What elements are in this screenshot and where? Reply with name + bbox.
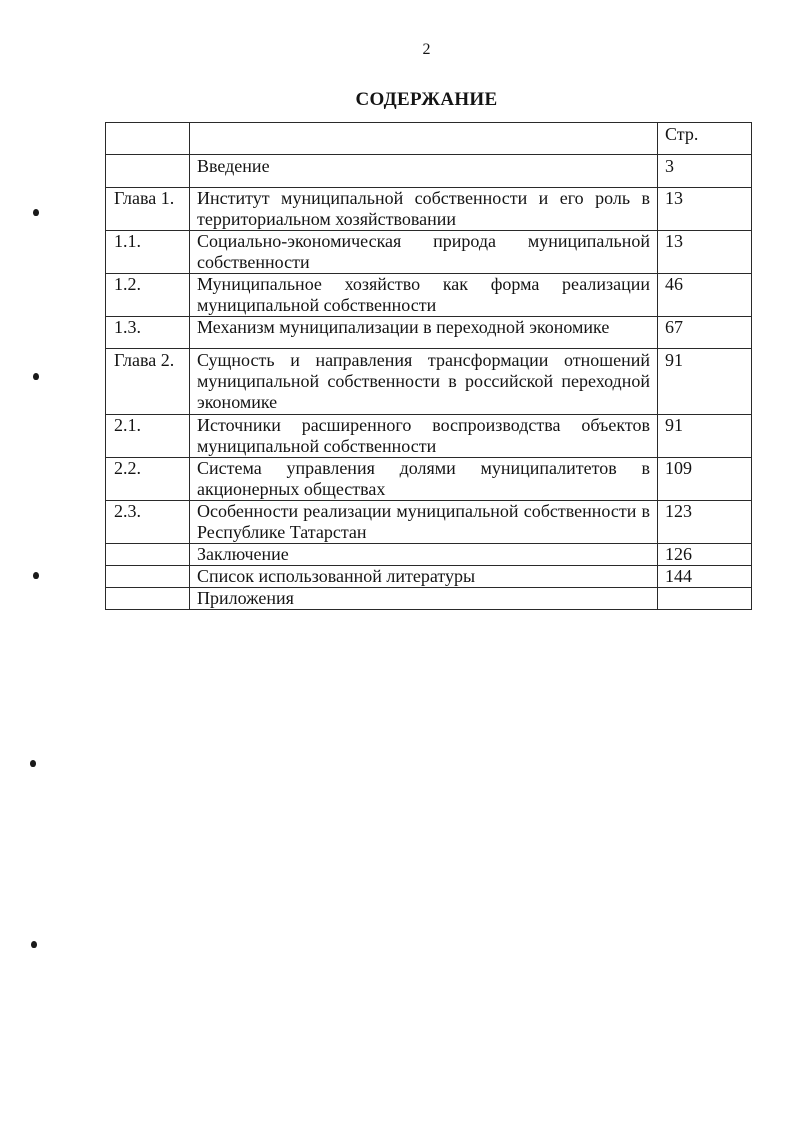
toc-title: Заключение	[190, 544, 658, 566]
toc-num	[106, 566, 190, 588]
toc-page: 13	[658, 188, 752, 231]
toc-row	[106, 231, 752, 274]
toc-page: 91	[658, 349, 752, 415]
toc-row	[106, 544, 752, 566]
toc-num: 2.2.	[106, 458, 190, 501]
toc-num	[106, 544, 190, 566]
scan-mark	[33, 209, 39, 216]
toc-row	[106, 155, 752, 188]
scan-mark	[31, 941, 37, 948]
toc-row	[106, 349, 752, 415]
header-title-cell	[190, 123, 658, 155]
toc-title: Система управления долями муниципалитетов в акционерных обществах	[190, 458, 658, 501]
scan-mark	[33, 373, 39, 380]
toc-num: 2.1.	[106, 415, 190, 458]
scan-mark	[33, 572, 39, 579]
toc-title: Социально-экономическая природа муниципальной собственности	[190, 231, 658, 274]
toc-header-row	[106, 123, 752, 155]
toc-title: Источники расширенного воспроизводства объектов муниципальной собственности	[190, 415, 658, 458]
toc-num: 1.1.	[106, 231, 190, 274]
toc-title: Список использованной литературы	[190, 566, 658, 588]
scan-mark	[30, 760, 36, 767]
toc-title: Институт муниципальной собственности и его роль в территориальном хозяйствовании	[190, 188, 658, 231]
toc-page	[658, 588, 752, 610]
toc-row	[106, 188, 752, 231]
toc-page: 126	[658, 544, 752, 566]
toc-title: Приложения	[190, 588, 658, 610]
toc-title: Муниципальное хозяйство как форма реализации муниципальной собственности	[190, 274, 658, 317]
toc-num: 1.2.	[106, 274, 190, 317]
toc-page: 91	[658, 415, 752, 458]
toc-page: 67	[658, 317, 752, 349]
toc-page: 109	[658, 458, 752, 501]
header-num-cell	[106, 123, 190, 155]
page-title: СОДЕРЖАНИЕ	[355, 89, 498, 110]
toc-title: Сущность и направления трансформации отношений муниципальной собственности в российской переходной экономике	[190, 349, 658, 415]
table-of-contents	[105, 122, 752, 610]
toc-row	[106, 415, 752, 458]
toc-num: 2.3.	[106, 501, 190, 544]
toc-page: 13	[658, 231, 752, 274]
toc-num	[106, 588, 190, 610]
toc-row	[106, 274, 752, 317]
toc-row	[106, 566, 752, 588]
toc-title: Механизм муниципализации в переходной экономике	[190, 317, 658, 349]
toc-page: 144	[658, 566, 752, 588]
toc-row	[106, 458, 752, 501]
toc-row	[106, 588, 752, 610]
toc-title: Особенности реализации муниципальной собственности в Республике Татарстан	[190, 501, 658, 544]
toc-page: 123	[658, 501, 752, 544]
toc-row	[106, 501, 752, 544]
toc-title: Введение	[190, 155, 658, 188]
toc-row	[106, 317, 752, 349]
header-page-cell: Стр.	[658, 123, 752, 155]
toc-num: 1.3.	[106, 317, 190, 349]
toc-page: 3	[658, 155, 752, 188]
toc-page: 46	[658, 274, 752, 317]
page-number: 2	[422, 41, 431, 58]
toc-num: Глава 1.	[106, 188, 190, 231]
toc-num	[106, 155, 190, 188]
toc-num: Глава 2.	[106, 349, 190, 415]
